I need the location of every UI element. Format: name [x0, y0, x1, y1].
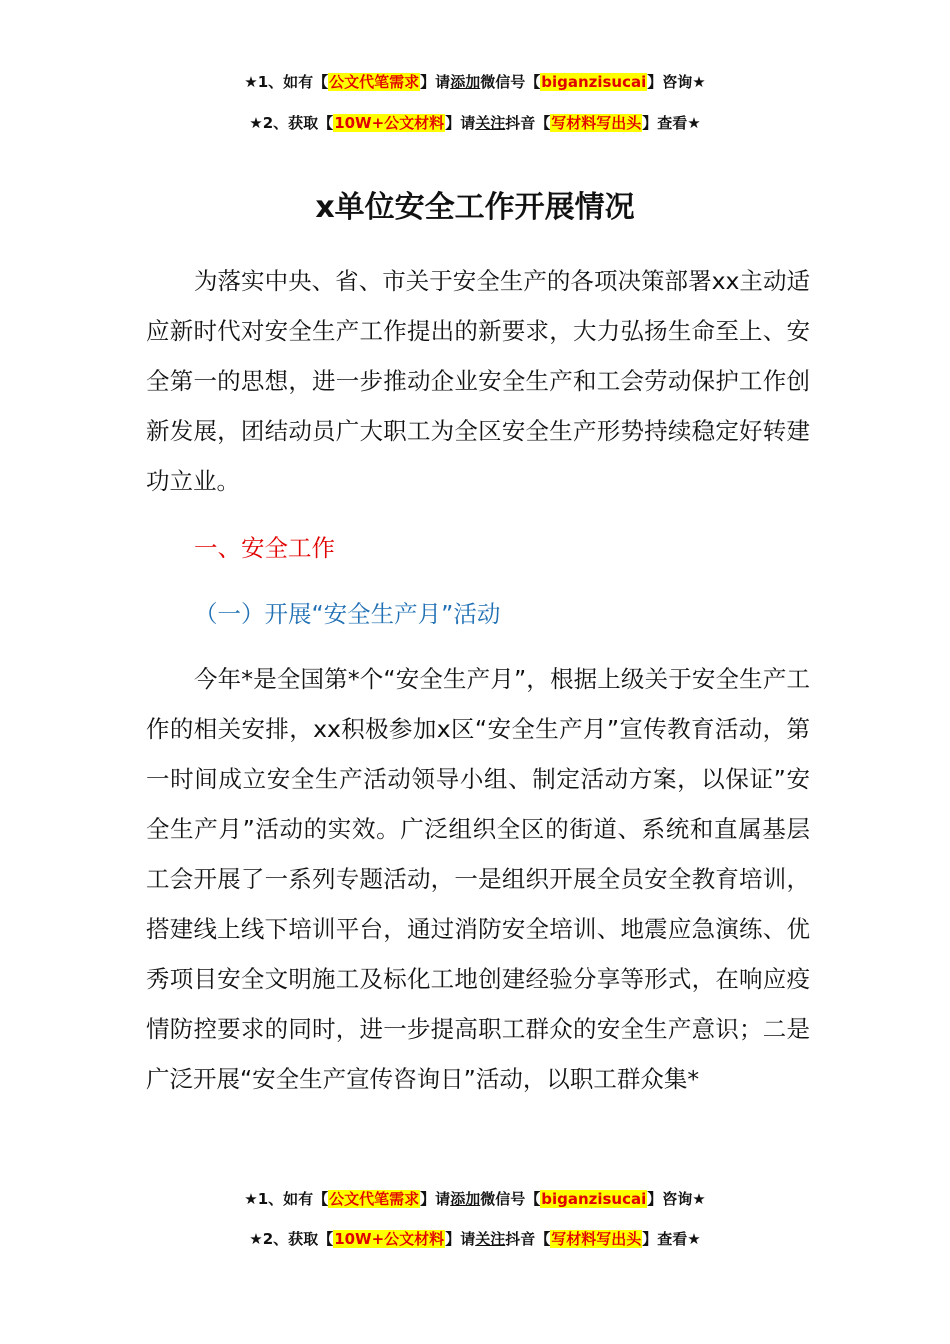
subsection-heading: （一）开展“安全生产月”活动	[194, 600, 501, 628]
banner-text: 】请	[420, 73, 451, 91]
banner-highlight: 10W+公文材料	[334, 114, 445, 132]
document-title: x单位安全工作开展情况	[315, 190, 635, 225]
banner-highlight: 公文代笔需求	[329, 1190, 420, 1208]
banner-text: ★2、获取【	[249, 1230, 334, 1248]
banner-bottom-line-2	[0, 1227, 950, 1251]
banner-text: 】咨询★	[647, 73, 706, 91]
banner-underline: 关注	[475, 114, 506, 132]
banner-text: 抖音【	[505, 1230, 551, 1248]
banner-highlight: 写材料写出头	[551, 1230, 642, 1248]
banner-text: ★1、如有【	[244, 1190, 329, 1208]
banner-text: 】查看★	[642, 114, 701, 132]
banner-text: 】咨询★	[647, 1190, 706, 1208]
banner-text: 抖音【	[505, 114, 551, 132]
banner-highlight: biganzisucai	[541, 73, 647, 91]
banner-text: 】请	[420, 1190, 451, 1208]
banner-text: ★2、获取【	[249, 114, 334, 132]
banner-bottom-line-1	[0, 1187, 950, 1211]
subsection-body-paragraph: 今年*是全国第*个“安全生产月”，根据上级关于安全生产工作的相关安排，xx积极参加x区“安全生产月”宣传教育活动，第一时间成立安全生产活动领导小组、制定活动方案，以保证”安全生产月”活动的实效。广泛组织全区的街道、系统和直属基层工会开展了一系列专题活动，一是组织开展全员安全教育培训，搭建线上线下培训平台，通过消防安全培训、地震应急演练、优秀项目安全文明施工及标化工地创建经验分享等形式，在响应疫情防控要求的同时，进一步提高职工群众的安全生产意识；二是广泛开展“安全生产宣传咨询日”活动，以职工群众集*	[146, 665, 810, 1093]
section-heading: 一、安全工作	[194, 534, 335, 562]
banner-highlight: 公文代笔需求	[329, 73, 420, 91]
banner-highlight: biganzisucai	[541, 1190, 647, 1208]
banner-text: 】请	[445, 114, 476, 132]
banner-text: 微信号【	[480, 73, 541, 91]
intro-paragraph: 为落实中央、省、市关于安全生产的各项决策部署xx主动适应新时代对安全生产工作提出的新要求，大力弘扬生命至上、安全第一的思想，进一步推动企业安全生产和工会劳动保护工作创新发展，团结动员广大职工为全区安全生产形势持续稳定好转建功立业。	[146, 267, 810, 495]
banner-top-line-2	[0, 111, 950, 135]
banner-top-line-1	[0, 70, 950, 94]
banner-highlight: 写材料写出头	[551, 114, 642, 132]
banner-underline: 关注	[475, 1230, 506, 1248]
banner-underline: 添加	[450, 73, 481, 91]
banner-underline: 添加	[450, 1190, 481, 1208]
banner-text: 】请	[445, 1230, 476, 1248]
banner-text: ★1、如有【	[244, 73, 329, 91]
banner-text: 微信号【	[480, 1190, 541, 1208]
banner-highlight: 10W+公文材料	[334, 1230, 445, 1248]
banner-text: 】查看★	[642, 1230, 701, 1248]
